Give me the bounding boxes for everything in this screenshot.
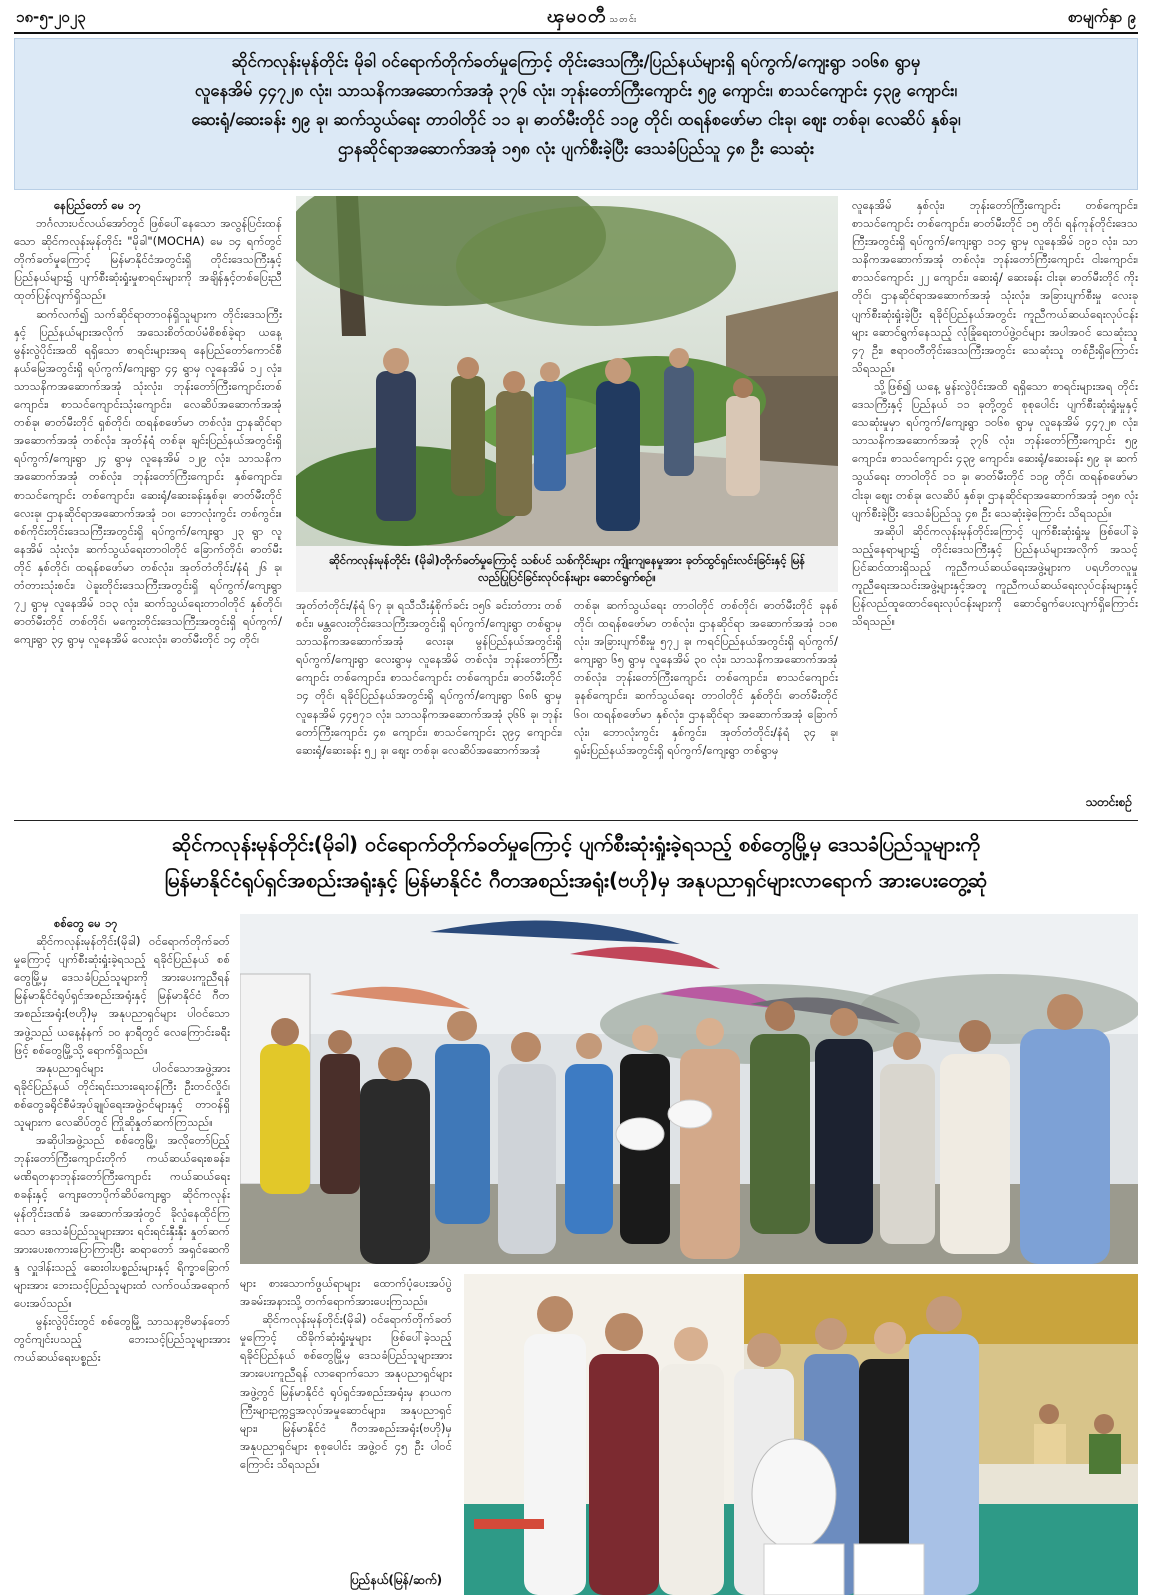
story1-byline: သတင်းစဉ်	[1085, 795, 1132, 809]
story2-column-2	[240, 1274, 452, 1564]
story1-paragraph: ဆက်လက်၍ သက်ဆိုင်ရာတာဝန်ရှိသူများက တိုင်းဒေသကြီးနှင့် ပြည်နယ်များအလိုက် အသေးစိတ်ထပ်မံစိစစ်ခဲ့ရာ ယနေ့ မွန်းလွဲပိုင်းအထိ ရရှိသော စာရင်းများအရ နေပြည်တော်ကောင်စီနယ်မြေအတွင်းရှိ ရပ်ကွက်/ကျေးရွာ ၄၄ ရွာမှ လူနေအိမ် ၁၂ လုံး၊ သာသနိကအဆောက်အအုံ သုံးလုံး၊ ဘုန်းတော်ကြီးကျောင်းတစ်ကျောင်း၊ စာသင်ကျောင်းသုံးကျောင်း၊ လေဆိပ်အဆောက်အအုံ တစ်ခု၊ ဓာတ်မီးတိုင် ရှစ်တိုင်၊ ထရန်စဖော်မာ တစ်လုံး၊ ဌာနဆိုင်ရာအဆောက်အအုံ တစ်လုံး၊ အုတ်နံရံ တစ်ခု၊ ချင်းပြည်နယ်အတွင်းရှိ ရပ်ကွက်/ကျေးရွာ ၂၄ ရွာမှ လူနေအိမ် ၁၂၉ လုံး၊ သာသနိကအဆောက်အအုံ တစ်လုံး၊ ဘုန်းတော်ကြီးကျောင်း နှစ်ကျောင်း၊ စာသင်ကျောင်း တစ်ကျောင်း၊ ဆေးရုံ/ဆေးခန်းနှစ်ခု၊ ဓာတ်မီးတိုင် လေးခု၊ ဌာနဆိုင်ရာအဆောက်အအုံ ၁၀၊ ဘောလုံးကွင်း တစ်ကွင်း။ စစ်ကိုင်းတိုင်းဒေသကြီးအတွင်းရှိ ရပ်ကွက်/ကျေးရွာ ၂၃ ရွာ လူနေအိမ် သုံးလုံး၊ ဆက်သွယ်ရေးတာဝါတိုင် ခြောက်တိုင်၊ ဓာတ်မီးတိုင် နှစ်တိုင်၊ ထရန်စဖော်မာ တစ်လုံး၊ အုတ်တံတိုင်း/နံရံ ၂၆ ခု၊ တံတားသုံးစင်း၊ ပဲခူးတိုင်းဒေသကြီးအတွင်းရှိ ရပ်ကွက်/ကျေးရွာ ၇၂ ရွာမှ လူနေအိမ် ၁၁၃ လုံး၊ ဆက်သွယ်ရေးတာဝါတိုင် နှစ်တိုင်၊ ဓာတ်မီးတိုင် တစ်တိုင်၊ မကွေးတိုင်းဒေသကြီးအတွင်းရှိ ရပ်ကွက်/ ကျေးရွာ ၃၄ ရွာမှ လူနေအိမ် လေးလုံး၊ ဓာတ်မီးတိုင် ၁၄ တိုင်၊	[14, 306, 282, 647]
story1-paragraph: ဘင်္ဂလားပင်လယ်အော်တွင် ဖြစ်ပေါ်နေသော အလွန်ပြင်းထန်သော ဆိုင်ကလုန်းမုန်တိုင်း "မိုခါ"(MOCHA) မေ ၁၄ ရက်တွင် တိုက်ခတ်မှုကြောင့် မြန်မာနိုင်ငံအတွင်းရှိ တိုင်းဒေသကြီးနှင့် ပြည်နယ်များ၌ ပျက်စီးဆုံးရှုံးမှုစာရင်းများကို အချိန်နှင့်တစ်ပြေးညီ ထုတ်ပြန်လျက်ရှိသည်။	[14, 216, 282, 303]
story1-paragraph: သို့ဖြစ်၍ ယနေ့ မွန်းလွဲပိုင်းအထိ ရရှိသော စာရင်းများအရ တိုင်းဒေသကြီးနှင့် ပြည်နယ် ၁၁ ခုတို့တွင် စုစုပေါင်း ပျက်စီးဆုံးရှုံးမှုနှင့် သေဆုံးမှုမှာ ရပ်ကွက်/ကျေးရွာ ၁၀၆၈ ရွာမှ လူနေအိမ် ၄၄၇၂၈ လုံး၊ သာသနိကအဆောက်အအုံ ၃၇၆ လုံး၊ ဘုန်းတော်ကြီးကျောင်း ၅၉ ကျောင်း၊ စာသင်ကျောင်း ၄၃၉ ကျောင်း၊ ဆေးရုံ/ဆေးခန်း ၅၉ ခု၊ ဆက်သွယ်ရေး တာဝါတိုင် ၁၁ ခု၊ ဓာတ်မီးတိုင် ၁၁၉ တိုင်၊ ထရန်စဖော်မာ ငါးခု၊ ဈေး တစ်ခု၊ လေဆိပ် နှစ်ခု၊ ဌာနဆိုင်ရာအဆောက်အအုံ ၁၅၈ လုံး ပျက်စီးခဲ့ပြီး ဒေသခံပြည်သူ ၄၈ ဦး သေဆုံးခဲ့ကြောင်း သိရသည်။	[852, 378, 1138, 520]
outdoor-donation-illustration	[240, 914, 1138, 1264]
story2-paragraph: ဆိုင်ကလုန်းမုန်တိုင်း(မိုခါ) ဝင်ရောက်တိုက်ခတ်မှုကြောင့် ထိခိုက်ဆုံးရှုံးမှုများ ဖြစ်ပေါ်ခဲ့သည့် ရခိုင်ပြည်နယ် စစ်တွေမြို့မှ ဒေသခံပြည်သူများအား အားပေးကူညီရန် လာရောက်သော အနုပညာရှင်များအဖွဲ့တွင် မြန်မာနိုင်ငံ ရုပ်ရှင်အစည်းအရုံးမှ နာယကကြီးများဥက္ကဋ္ဌအလုပ်အမှုဆောင်များ၊ အနုပညာရှင်များ၊ မြန်မာနိုင်ငံ ဂီတအစည်းအရုံး(ဗဟို)မှ အနုပညာရှင်များ စုစုပေါင်း အဖွဲ့ဝင် ၄၅ ဦး ပါဝင်ကြောင်း သိရသည်။	[240, 1312, 452, 1471]
story1-headline	[14, 38, 1138, 190]
story1-paragraph: တစ်ခု၊ ဆက်သွယ်ရေး တာဝါတိုင် တစ်တိုင်၊ ဓာတ်မီးတိုင် ခုနစ်တိုင်၊ ထရန်စဖော်မာ တစ်လုံး၊ ဌာနဆိုင်ရာ အဆောက်အအုံ ၁၁၈ လုံး၊ အခြားပျက်စီးမှု ၅၇၂ ခု၊ ကရင်ပြည်နယ်အတွင်းရှိ ရပ်ကွက်/ကျေးရွာ ၆၅ ရွာမှ လူနေအိမ် ၃၀ လုံး၊ သာသနိကအဆောက်အအုံ တစ်လုံး၊ ဘုန်းတော်ကြီးကျောင်း တစ်ကျောင်း၊ စာသင်ကျောင်း ခုနစ်ကျောင်း၊ ဆက်သွယ်ရေး တာဝါတိုင် နှစ်တိုင်၊ ဓာတ်မီးတိုင် ၆၀၊ ထရန်စဖော်မာ နှစ်လုံး၊ ဌာနဆိုင်ရာ အဆောက်အအုံ ခြောက်လုံး၊ ဘောလုံးကွင်း နှစ်ကွင်း၊ အုတ်တံတိုင်း/နံရံ ၃၄ ခု၊ ရှမ်းပြည်နယ်အတွင်းရှိ ရပ်ကွက်/ကျေးရွာ တစ်ရွာမှ	[574, 598, 838, 757]
story2-headline-line: ဆိုင်ကလုန်းမုန်တိုင်း(မိုခါ) ဝင်ရောက်တိုက်ခတ်မှုကြောင့် ပျက်စီးဆုံးရှုံးခဲ့ရသည့် စစ်တွေမြို့မှ ဒေသခံပြည်သူများကို	[172, 832, 980, 856]
masthead-name: ၾမဝတီ	[546, 6, 607, 27]
story2-column-1	[14, 914, 230, 1595]
story1-column-1	[14, 196, 282, 814]
masthead-logo	[522, 4, 662, 31]
story1-headline-line: ဆေးရုံ/ဆေးခန်း ၅၉ ခု၊ ဆက်သွယ်ရေး တာဝါတိုင် ၁၁ ခု၊ ဓာတ်မီးတိုင် ၁၁၉ တိုင်၊ ထရန်စဖော်မာ ငါးခု၊ ဈေး တစ်ခု၊ လေဆိပ် နှစ်ခု၊	[191, 110, 961, 129]
story1-column-4	[852, 196, 1138, 786]
story1-paragraph: အဆိုပါ ဆိုင်ကလုန်းမုန်တိုင်းကြောင့် ပျက်စီးဆုံးရှုံးမှု ဖြစ်ပေါ်ခဲ့သည့်နေရာများ၌ တိုင်းဒေသကြီးနှင့် ပြည်နယ်များအလိုက် အသင့်ပြင်ဆင်ထားရှိသည့် ကူညီကယ်ဆယ်ရေးအဖွဲ့များက ပရဟိတလူမှုကူညီရေးအသင်းအဖွဲ့များနှင့်အတူ ကူညီကယ်ဆယ်ရေးလုပ်ငန်းများနှင့် ပြန်လည်ထူထောင်ရေးလုပ်ငန်းများကို ဆောင်ရွက်ပေးလျက်ရှိကြောင်း သိရသည်။	[852, 523, 1138, 629]
story1-dateline: နေပြည်တော် မေ ၁၇	[54, 198, 141, 212]
story2-paragraph: များ စားသောက်ဖွယ်ရာများ ထောက်ပံ့ပေးအပ်ပွဲ အခမ်းအနားသို့ တက်ရောက်အားပေးကြသည်။	[240, 1276, 452, 1309]
story1-photo-caption: ဆိုင်ကလုန်းမုန်တိုင်း (မိုခါ)တိုက်ခတ်မှုကြောင့် သစ်ပင် သစ်ကိုင်းများ ကျိုးကျနေမှုအား ခုတ်ထွင်ရှင်းလင်းခြင်းနှင့် မြန်လည်ပြုပြင်ခြင်းလုပ်ငန်းများ ဆောင်ရွက်စဉ်။	[296, 546, 838, 592]
story2-paragraph: အနုပညာရှင်များ ပါဝင်သောအဖွဲ့အား ရခိုင်ပြည်နယ် တိုင်းရင်းသားရေးဝန်ကြီး ဦးတင်လှိုင်၊ စစ်တွေခရိုင်စီမံအုပ်ချုပ်ရေးအဖွဲ့ဝင်များနှင့် တာဝန်ရှိသူများက လေဆိပ်တွင် ကြိုဆိုနှုတ်ဆက်ကြသည်။	[14, 1060, 230, 1130]
story2-photo-donation-outdoor	[240, 914, 1138, 1264]
story2-photo-donation-indoor	[464, 1274, 1138, 1595]
masthead-sub: သတင်း	[609, 15, 638, 25]
story1-paragraph: အုတ်တံတိုင်း/နံရံ ၆၇ ခု၊ ရသီသီးနှံစိုက်ခင်း ၁၅၆ ခင်းတံတား တစ်စင်း၊ မန္တလေးတိုင်းဒေသကြီးအတွင်းရှိ ရပ်ကွက်/ကျေးရွာ တစ်ရွာမှ သာသနိကအဆောက်အအုံ လေးခု၊ မွန်ပြည်နယ်အတွင်းရှိ ရပ်ကွက်/ကျေးရွာ လေးရွာမှ လူနေအိမ် တစ်လုံး၊ ဘုန်းတော်ကြီးကျောင်း တစ်ကျောင်း၊ စာသင်ကျောင်း တစ်ကျောင်း၊ ဓာတ်မီးတိုင် ၁၄ တိုင်၊ ရခိုင်ပြည်နယ်အတွင်းရှိ ရပ်ကွက်/ကျေးရွာ ၆၈၆ ရွာမှ လူနေအိမ် ၄၄၅၇၁ လုံး၊ သာသနိကအဆောက်အအုံ ၃၆၆ ခု၊ ဘုန်းတော်ကြီးကျောင်း ၄၈ ကျောင်း၊ စာသင်ကျောင်း ၃၉၄ ကျောင်း၊ ဆေးရုံ/ဆေးခန်း ၅၂ ခု၊ ဈေး တစ်ခု၊ လေဆိပ်အဆောက်အအုံ	[296, 598, 562, 757]
story1-headline-line: ဆိုင်ကလုန်းမုန်တိုင်း မိုခါ ဝင်ရောက်တိုက်ခတ်မှုကြောင့် တိုင်းဒေသကြီး/ပြည်နယ်များရှိ ရပ်ကွက်/ကျေးရွာ ၁၀၆၈ ရွာမှ	[231, 52, 921, 71]
story2-headline-line: မြန်မာနိုင်ငံရုပ်ရှင်အစည်းအရုံးနှင့် မြန်မာနိုင်ငံ ဂီတအစည်းအရုံး(ဗဟို)မှ အနုပညာရှင်များလာရောက် အားပေးတွေ့ဆုံ	[164, 868, 988, 892]
story2-headline	[14, 826, 1138, 898]
story1-headline-line: ဌာနဆိုင်ရာအဆောက်အအုံ ၁၅၈ လုံး ပျက်စီးခဲ့ပြီး ဒေသခံပြည်သူ ၄၈ ဦး သေဆုံး	[337, 139, 815, 158]
tree-clearing-illustration	[296, 196, 838, 546]
story1-column-2	[296, 596, 562, 814]
story1-headline-line: လူနေအိမ် ၄၄၇၂၈ လုံး၊ သာသနိကအဆောက်အအုံ ၃၇၆ လုံး၊ ဘုန်းတော်ကြီးကျောင်း ၅၉ ကျောင်း၊ စာသင်ကျောင်း ၄၃၉ ကျောင်း၊	[194, 81, 958, 100]
story1-paragraph: လူနေအိမ် နှစ်လုံး၊ ဘုန်းတော်ကြီးကျောင်း တစ်ကျောင်း၊ စာသင်ကျောင်း တစ်ကျောင်း၊ ဓာတ်မီးတိုင် ၁၅ တိုင်၊ ရန်ကုန်တိုင်းဒေသကြီးအတွင်းရှိ ရပ်ကွက်/ကျေးရွာ ၁၁၄ ရွာမှ လူနေအိမ် ၁၉၁ လုံး၊ သာသနိကအဆောက်အအုံ တစ်လုံး၊ ဘုန်းတော်ကြီးကျောင်း ငါးကျောင်း၊ စာသင်ကျောင်း ၂၂ ကျောင်း၊ ဆေးရုံ/ ဆေးခန်း ငါးခု၊ ဓာတ်မီးတိုင် ကိုးတိုင်၊ ဌာနဆိုင်ရာအဆောက်အအုံ သုံးလုံး၊ အခြားပျက်စီးမှု လေးခု ပျက်စီးဆုံးရှုံးခဲ့ပြီး ရခိုင်ပြည်နယ်အတွင်း ကူညီကယ်ဆယ်ရေးလုပ်ငန်းများ ဆောင်ရွက်နေသည့် လုံခြုံရေးတပ်ဖွဲ့ဝင်များ အပါအဝင် သေဆုံးသူ ၄၇ ဦး၊ ဧရာဝတီတိုင်းဒေသကြီးအတွင်း သေဆုံးသူ တစ်ဦးရှိကြောင်း သိရသည်။	[852, 198, 1138, 375]
story2-paragraph: မွန်းလွဲပိုင်းတွင် စစ်တွေမြို့ သာသနာ့ဗိမာန်တော်တွင်ကျင်းပသည့် ဘေးသင့်ပြည်သူများအား ကယ်ဆယ်ရေးပစ္စည်း	[14, 1314, 230, 1365]
indoor-donation-illustration	[464, 1274, 1138, 1595]
section-divider	[14, 820, 1138, 821]
story2-byline: ပြည်နယ်(မြန်/ဆက်)	[350, 1573, 443, 1587]
story1-photo-tree-clearing	[296, 196, 838, 546]
page-header	[14, 4, 1138, 34]
story2-paragraph: အဆိုပါအဖွဲ့သည် စစ်တွေမြို့၊ အလိုတော်ပြည့် ဘုန်းတော်ကြီးကျောင်းတိုက် ကယ်ဆယ်ရေးစခန်း၊ မဏိရတနာဘုန်းတော်ကြီးကျောင်း ကယ်ဆယ်ရေးစခန်းနှင့် ကျေးတောပိုက်ဆိပ်ကျေးရွာ ဆိုင်ကလုန်းမုန်တိုင်းဒဏ်ခံ အဆောက်အအုံတွင် ခိုလှုံနေထိုင်ကြသော ဒေသခံပြည်သူများအား ရင်းရင်းနှီးနှီး နှုတ်ဆက်အားပေးစကားပြောကြားပြီး ဆရာတော် အရှင်ဆေကိန္ဒ လှူဒါန်းသည့် ဆေးဝါးပစ္စည်းများနှင့် ရိက္ခာခြောက်များအား ဘေးသင့်ပြည်သူများထံ လက်ဝယ်အရောက်ပေးအပ်သည်။	[14, 1133, 230, 1310]
issue-date: ၁၈-၅-၂၀၂၃	[16, 8, 86, 26]
story2-dateline: စစ်တွေ မေ ၁၇	[54, 916, 118, 930]
page-number: စာမျက်နှာ ၉	[1068, 8, 1136, 26]
story2-paragraph: ဆိုင်ကလုန်းမုန်တိုင်း(မိုခါ) ဝင်ရောက်တိုက်ခတ်မှုကြောင့် ပျက်စီးဆုံးရှုံးခဲ့ရသည့် ရခိုင်ပြည်နယ် စစ်တွေမြို့မှ ဒေသခံပြည်သူများကို အားပေးကူညီရန် မြန်မာနိုင်ငံရုပ်ရှင်အစည်းအရုံးနှင့် မြန်မာနိုင်ငံ ဂီတအစည်းအရုံး(ဗဟို)မှ အနုပညာရှင်များ ပါဝင်သောအဖွဲ့သည် ယနေ့နံနက် ၁၀ နာရီတွင် လေကြောင်းခရီးဖြင့် စစ်တွေမြို့သို့ ရောက်ရှိသည်။	[14, 934, 230, 1057]
story1-column-3	[574, 596, 838, 814]
